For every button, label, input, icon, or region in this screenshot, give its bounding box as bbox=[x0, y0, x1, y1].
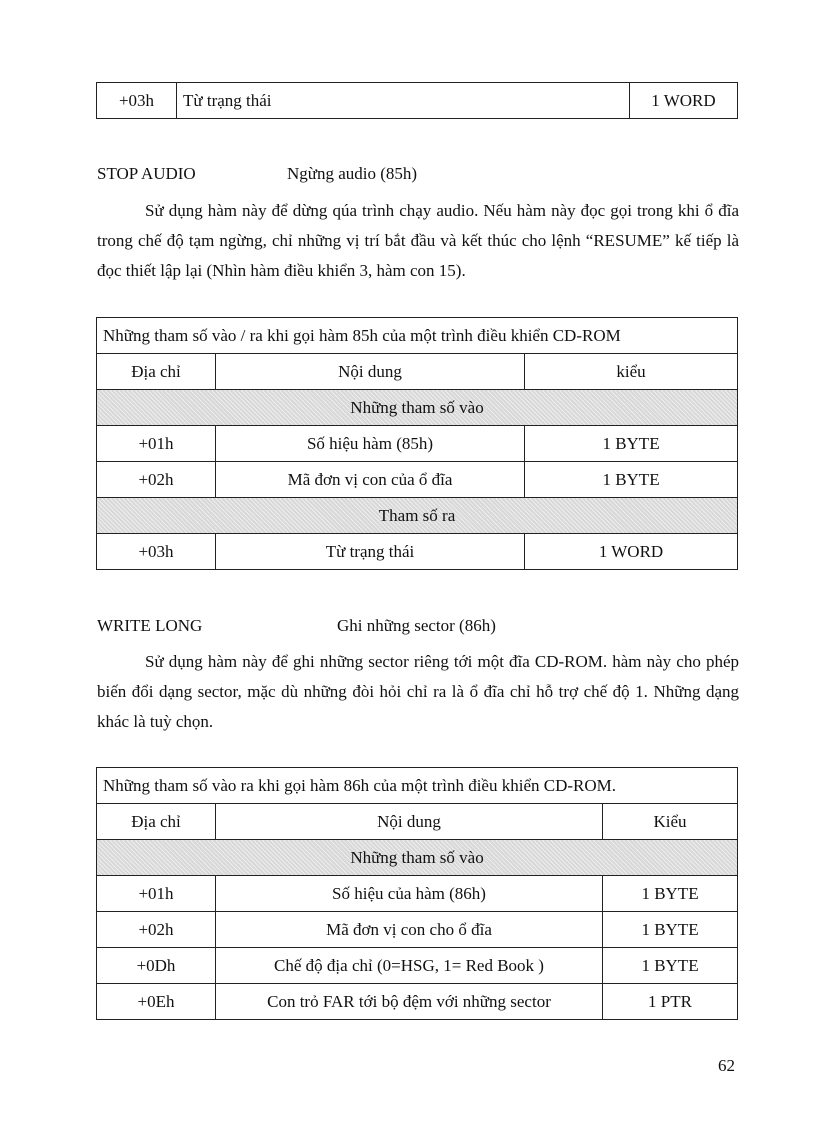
cell-type: 1 WORD bbox=[630, 83, 738, 119]
table-row bbox=[97, 83, 738, 119]
group-row-input bbox=[97, 390, 738, 426]
table-caption: Những tham số vào / ra khi gọi hàm 85h của một trình điều khiển CD-ROM bbox=[97, 318, 738, 354]
cell-address: +02h bbox=[97, 912, 216, 948]
table-row bbox=[97, 462, 738, 498]
table-row bbox=[97, 876, 738, 912]
write-long-table bbox=[96, 767, 738, 1020]
status-word-table bbox=[96, 82, 738, 119]
stop-audio-paragraph bbox=[97, 196, 739, 286]
cell-type: 1 BYTE bbox=[603, 912, 738, 948]
group-row-output bbox=[97, 498, 738, 534]
paragraph-text: Sử dụng hàm này để ghi những sector riêng tới một đĩa CD-ROM. hàm này cho phép biến đổi dạng sector, mặc dù những đòi hỏi chỉ ra là ổ đĩa chỉ hỗ trợ chế độ 1. Những dạng khác là tuỳ chọn. bbox=[97, 652, 739, 731]
cell-address: +03h bbox=[97, 534, 216, 570]
page-number: 62 bbox=[718, 1056, 735, 1075]
table-row bbox=[97, 534, 738, 570]
cell-address: +0Eh bbox=[97, 984, 216, 1020]
table-header-row bbox=[97, 354, 738, 390]
table-caption-row bbox=[97, 768, 738, 804]
table-row bbox=[97, 426, 738, 462]
group-label-output: Tham số ra bbox=[97, 498, 738, 534]
cell-type: 1 BYTE bbox=[603, 876, 738, 912]
cell-content: Số hiệu của hàm (86h) bbox=[216, 876, 603, 912]
cell-content: Con trỏ FAR tới bộ đệm với những sector bbox=[216, 984, 603, 1020]
section-subtitle-write-long: Ghi những sector (86h) bbox=[337, 616, 496, 635]
cell-address: +01h bbox=[97, 426, 216, 462]
paragraph-text: Sử dụng hàm này để dừng qúa trình chạy audio. Nếu hàm này đọc gọi trong khi ổ đĩa trong chế độ tạm ngừng, chỉ những vị trí bắt đầu và kết thúc cho lệnh “RESUME” kế tiếp là đọc thiết lập lại (Nhìn hàm điều khiển 3, hàm con 15). bbox=[97, 201, 739, 280]
cell-type: 1 BYTE bbox=[525, 426, 738, 462]
header-address: Địa chỉ bbox=[97, 804, 216, 840]
header-content: Nội dung bbox=[216, 354, 525, 390]
cell-type: 1 PTR bbox=[603, 984, 738, 1020]
cell-content: Từ trạng thái bbox=[216, 534, 525, 570]
header-content: Nội dung bbox=[216, 804, 603, 840]
header-type: kiểu bbox=[525, 354, 738, 390]
table-row bbox=[97, 984, 738, 1020]
header-type: Kiểu bbox=[603, 804, 738, 840]
cell-content: Mã đơn vị con cho ổ đĩa bbox=[216, 912, 603, 948]
cell-address: +03h bbox=[97, 83, 177, 119]
table-row bbox=[97, 912, 738, 948]
section-title-write-long: WRITE LONG bbox=[97, 616, 203, 635]
cell-type: 1 BYTE bbox=[603, 948, 738, 984]
header-address: Địa chỉ bbox=[97, 354, 216, 390]
cell-content: Chế độ địa chỉ (0=HSG, 1= Red Book ) bbox=[216, 948, 603, 984]
table-row bbox=[97, 948, 738, 984]
stop-audio-table bbox=[96, 317, 738, 570]
cell-type: 1 BYTE bbox=[525, 462, 738, 498]
cell-address: +0Dh bbox=[97, 948, 216, 984]
cell-content: Từ trạng thái bbox=[177, 83, 630, 119]
group-label-input: Những tham số vào bbox=[97, 840, 738, 876]
section-subtitle-stop-audio: Ngừng audio (85h) bbox=[287, 164, 418, 183]
cell-content: Mã đơn vị con của ổ đĩa bbox=[216, 462, 525, 498]
table-caption: Những tham số vào ra khi gọi hàm 86h của một trình điều khiển CD-ROM. bbox=[97, 768, 738, 804]
cell-content: Số hiệu hàm (85h) bbox=[216, 426, 525, 462]
table-header-row bbox=[97, 804, 738, 840]
table-caption-row bbox=[97, 318, 738, 354]
cell-address: +02h bbox=[97, 462, 216, 498]
section-title-stop-audio: STOP AUDIO bbox=[97, 164, 196, 183]
group-label-input: Những tham số vào bbox=[97, 390, 738, 426]
write-long-paragraph bbox=[97, 647, 739, 737]
cell-address: +01h bbox=[97, 876, 216, 912]
cell-type: 1 WORD bbox=[525, 534, 738, 570]
group-row-input bbox=[97, 840, 738, 876]
